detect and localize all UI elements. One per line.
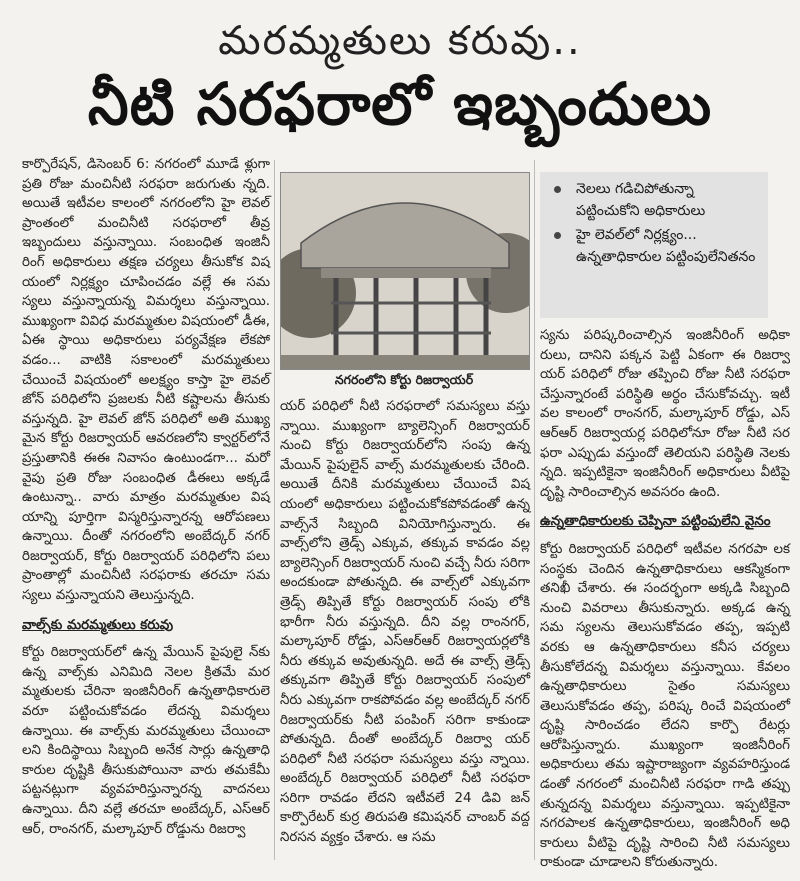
article-column-2 — [280, 397, 530, 848]
column-divider — [274, 160, 275, 860]
bullet-icon — [554, 186, 561, 193]
kicker: మరమ్మతులు కరువు.. — [218, 18, 582, 64]
bullet-icon — [554, 232, 561, 239]
article-column-1 — [22, 155, 270, 839]
highlight-box — [540, 172, 768, 318]
highlight-item: హై లెవల్‌లో నిర్లక్ష్యం... ఉన్నతాధికారుల పట్టింపులేనితనం — [550, 224, 758, 268]
photo-caption: నగరంలోని కోర్టు రిజర్వాయర్ — [334, 372, 474, 387]
paragraph: కోర్టు రిజర్వాయర్ పరిధిలో ఇటీవల నగరపా లక సంస్థకు చెందిన ఉన్నతాధికారులు ఆకస్మికంగా తనిఖీ చేశారు. ఈ సందర్భంగా అక్కడి సిబ్బంది నుంచి వివరాలు తీసుకున్నారు. అక్కడ ఉన్న సమ స్యలను తెలుసుకోవడం తప్ప, ఇప్పటి వరకు ఆ ఉన్నతాధికారులు కనీస చర్యలు తీసుకోలేదన్న విమర్శలు వస్తున్నాయి. కేవలం ఉన్నతాధికారులు సైతం సమస్యలు తెలుసుకోవడం తప్ప, పరిష్క రించే విషయంలో దృష్టి సారించడం లేదని కార్పొ రేటర్లు ఆరోపిస్తున్నారు. ముఖ్యంగా ఇంజినీరింగ్ అధికారులు తమ ఇష్టారాజ్యంగా వ్యవహరిస్తుండ డంతో నగరంలో మంచినీటి సరఫరా గాడి తప్పు తున్నదన్న విమర్శలు వస్తున్నాయి. ఇప్పటికైనా నగరపాలక ఉన్నతాధికారులు, ఇంజినీరింగ్ అధి కారులు వీటిపై దృష్టి సారించి నీటి సమస్యలు రాకుండా చూడాలని కోరుతున్నారు. — [540, 541, 790, 871]
reservoir-photo — [280, 172, 530, 370]
subheading: ఉన్నతాధికారులకు చెప్పినా పట్టింపులేని వైనం — [540, 514, 771, 530]
headline: నీటి సరఫరాలో ఇబ్బందులు — [87, 70, 713, 138]
article-column-3 — [540, 326, 790, 873]
paragraph: కార్పొరేషన్, డిసెంబర్ 6: నగరంలో మూడే ళ్లుగా ప్రతి రోజు మంచినీటి సరఫరా జరుగుతు న్నది. అయితే ఇటీవల కాలంలో నగరంలోని హై లెవల్ ప్రాంతంలో మంచినీటి సరఫరాలో తీవ్ర ఇబ్బందులు వస్తున్నాయి. సంబంధిత ఇంజినీ రింగ్ అధికారులు తక్షణ చర్యలు తీసుకోక విష యంలో నిర్లక్ష్యం చూపించడం వల్లే ఈ సమ స్యలు వస్తున్నాయన్న విమర్శలు వస్తున్నాయి. ముఖ్యంగా వివిధ మరమ్మతుల విషయంలో డీఈ, ఏఈ స్థాయి అధికారులు పర్యవేక్షణ లేకపో వడం... వాటికి సకాలంలో మరమ్మతులు చేయించే విషయంలో అలక్ష్యం కాస్తా హై లెవల్ జోన్ పరిధిలోని ప్రజలకు నీటి కష్టాలను తీసుకు వస్తున్నది. హై లెవల్ జోన్ పరిధిలో అతి ముఖ్య మైన కోర్టు రిజర్వాయర్ ఆవరణలోని క్వార్టర్‌లోనే ప్రస్తుతానికి ఈఈ నివాసం ఉంటుండగా... మరో వైపు ప్రతి రోజు సంబంధిత డీఈలు అక్కడే ఉంటున్నా.. వారు మాత్రం మరమ్మతుల విష యాన్ని పూర్తిగా విస్మరిస్తున్నారన్న ఆరోపణలు ఉన్నాయి. దీంతో నగరంలోని అంబేద్కర్ నగర్ రిజర్వాయర్, కోర్టు రిజర్వాయర్ పరిధిలోని పలు ప్రాంతాల్లో మంచినీటి సరఫరాకు తరచూ సమ స్యలు వస్తున్నాయని తెలుస్తున్నది. — [22, 157, 270, 604]
water-tank-illustration — [281, 173, 529, 369]
highlight-item: నెలలు గడిచిపోతున్నా పట్టించుకోని అధికారులు — [550, 178, 758, 222]
subheading: వాల్స్‌కు మరమ్మతులు కరువు — [22, 617, 174, 633]
column-divider — [534, 160, 535, 860]
paragraph: యర్ పరిధిలో నీటి సరఫరాలో సమస్యలు వస్తు న్నాయి. ముఖ్యంగా బ్యాలెన్సింగ్ రిజర్వాయర్ నుంచి కోర్టు రిజర్వాయర్‌లోని సంపు ఉన్న మేయిన్ పైపులైన్ వాల్స్ మరమ్మతులకు చేరింది. అయితే దీనికి మరమ్మతులు చేయించే విష యంలో అధికారులు పట్టించుకోకపోవడంతో ఉన్న వాల్స్‌నే సిబ్బంది వినియోగిస్తున్నారు. ఈ వాల్స్‌లోని త్రెడ్స్ ఎక్కువ, తక్కువ కావడం వల్ల బ్యాలెన్సింగ్ రిజర్వాయర్ నుంచి వచ్చే నీరు సరిగా అందకుండా పోతున్నది. ఈ వాల్స్‌లో ఎక్కువగా త్రెడ్స్ తిప్పితే కోర్టు రిజర్వాయర్ సంపు లోకి భారీగా నీరు వస్తున్నది. దీని వల్ల రాంనగర్, మల్కాపూర్ రోడ్డు, ఎస్ఆర్ఆర్ రిజర్వాయర్లలోకి నీరు తక్కువ అవుతున్నది. అదే ఈ వాల్స్ త్రెడ్స్ తక్కువగా తిప్పితే కోర్టు రిజర్వాయర్ సంపులో నీరు ఎక్కువగా రాకపోవడం వల్ల అంబేద్కర్ నగర్ రిజర్వాయర్‌కు నీటి పంపింగ్ సరిగా కాకుండా పోతున్నది. దీంతో అంబేద్కర్ రిజర్వా యర్ పరిధిలో నీటి సరఫరా సమస్యలు వస్తు న్నాయి. అంబేద్కర్ రిజర్వాయర్ పరిధిలో నీటి సరఫరా సరిగా రావడం లేదని ఇటీవలే 24 డివి జన్ కార్పొరేటర్ కుర్ర తిరుపతి కమిషనర్ చాంబర్ వద్ద నిరసన వ్యక్తం చేశారు. ఆ సమ — [280, 399, 530, 846]
paragraph: స్యను పరిష్కరించాల్సిన ఇంజినీరింగ్ అధికా రులు, దానిని పక్కన పెట్టి ఏకంగా ఈ రిజర్వా యర్ పరిధిలో రోజు తప్పించి రోజు నీటి సరఫరా చేస్తున్నారంటే పరిస్థితి అర్థం చేసుకోవచ్చు. ఇటీ వల కాలంలో రాంనగర్, మల్కాపూర్ రోడ్డు, ఎస్ ఆర్ఆర్ రిజర్వాయర్ల పరిధిలోనూ రోజు నీటి సర ఫరా ఎప్పుడు వస్తుందో తెలియని పరిస్థితి నెలకు న్నది. ఇప్పటికైనా ఇంజినీరింగ్ అధికారులు వీటిపై దృష్టి సారించాల్సిన అవసరం ఉంది. — [540, 328, 790, 500]
paragraph: కోర్టు రిజర్వాయర్‌లో ఉన్న మేయిన్ పైపులై న్‌కు ఉన్న వాల్స్‌కు ఎనిమిది నెలల క్రితమే మర మ్మతులకు చేరినా ఇంజినీరింగ్ ఉన్నతాధికారులె వరూ పట్టించుకోవడం లేదన్న విమర్శలు ఉన్నాయి. ఈ వాల్స్‌కు మరమ్మతులు చేయించా లని కిందిస్థాయి సిబ్బంది అనేక సార్లు ఉన్నతాధి కారుల దృష్టికి తీసుకుపోయినా వారు తమకేమీ పట్టనట్లుగా వ్యవహరిస్తున్నారన్న వాదనలు ఉన్నాయి. దీని వల్లే తరచూ అంబేద్కర్, ఎస్ఆర్ ఆర్, రాంనగర్, మల్కాపూర్ రోడ్డును రిజర్వా — [22, 645, 270, 837]
